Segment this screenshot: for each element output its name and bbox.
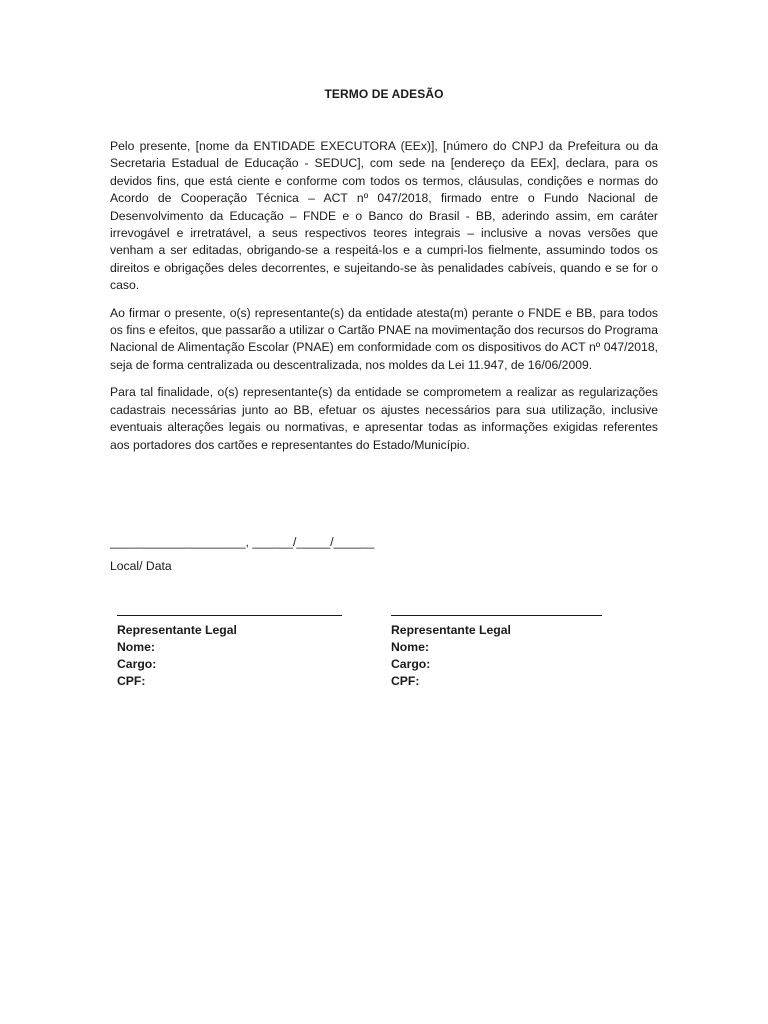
signature-name-label: Nome: [391, 640, 429, 654]
document-title: TERMO DE ADESÃO [324, 87, 444, 101]
signature-cpf-label: CPF: [391, 674, 420, 688]
signature-line [117, 615, 342, 616]
signature-cargo-label: Cargo: [117, 657, 157, 671]
signature-line [391, 615, 602, 616]
signature-cpf-label: CPF: [117, 674, 146, 688]
signature-role: Representante Legal [391, 623, 511, 637]
document-body [110, 138, 658, 464]
paragraph-2: Ao firmar o presente, o(s) representante(s) da entidade atesta(m) perante o FNDE e BB, para todos os fins e efeitos, que passarão a utilizar o Cartão PNAE na movimentação dos recursos do Programa Nacional de Alimentação Escolar (PNAE) em conformidade com os dispositivos do ACT nº 047/2018, seja de forma centralizada ou descentralizada, nos moldes da Lei 11.947, de 16/06/2009. [110, 305, 658, 372]
place-date-blank-line: ____________________, ______/_____/______ [110, 535, 375, 549]
signature-cargo-label: Cargo: [391, 657, 431, 671]
paragraph-1: Pelo presente, [nome da ENTIDADE EXECUTORA (EEx)], [número do CNPJ da Prefeitura ou da Secretaria Estadual de Educação - SEDUC], com sede na [endereço da EEx], declara, para os devidos fins, que está ciente e conforme com todos os termos, cláusulas, condições e normas do Acordo de Cooperação Técnica – ACT nº 047/2018, firmado entre o Fundo Nacional de Desenvolvimento da Educação – FNDE e o Banco do Brasil - BB, aderindo assim, em caráter irrevogável e irretratável, a seus respectivos teores integrais – inclusive a novas versões que venham a ser editadas, obrigando-se a respeitá-los e a cumpri-los fielmente, assumindo todos os direitos e obrigações deles decorrentes, e sujeitando-se às penalidades cabíveis, quando e se for o caso. [110, 139, 658, 293]
signature-role: Representante Legal [117, 623, 237, 637]
place-date-label: Local/ Data [110, 559, 172, 573]
signature-name-label: Nome: [117, 640, 155, 654]
signature-block-right [391, 615, 602, 690]
signature-block-left [117, 615, 342, 690]
paragraph-3: Para tal finalidade, o(s) representante(s) da entidade se comprometem a realizar as regularizações cadastrais necessárias junto ao BB, efetuar os ajustes necessários para sua utilização, inclusive eventuais alterações legais ou normativas, e apresentar todas as informações exigidas referentes aos portadores dos cartões e representantes do Estado/Município. [110, 385, 658, 452]
